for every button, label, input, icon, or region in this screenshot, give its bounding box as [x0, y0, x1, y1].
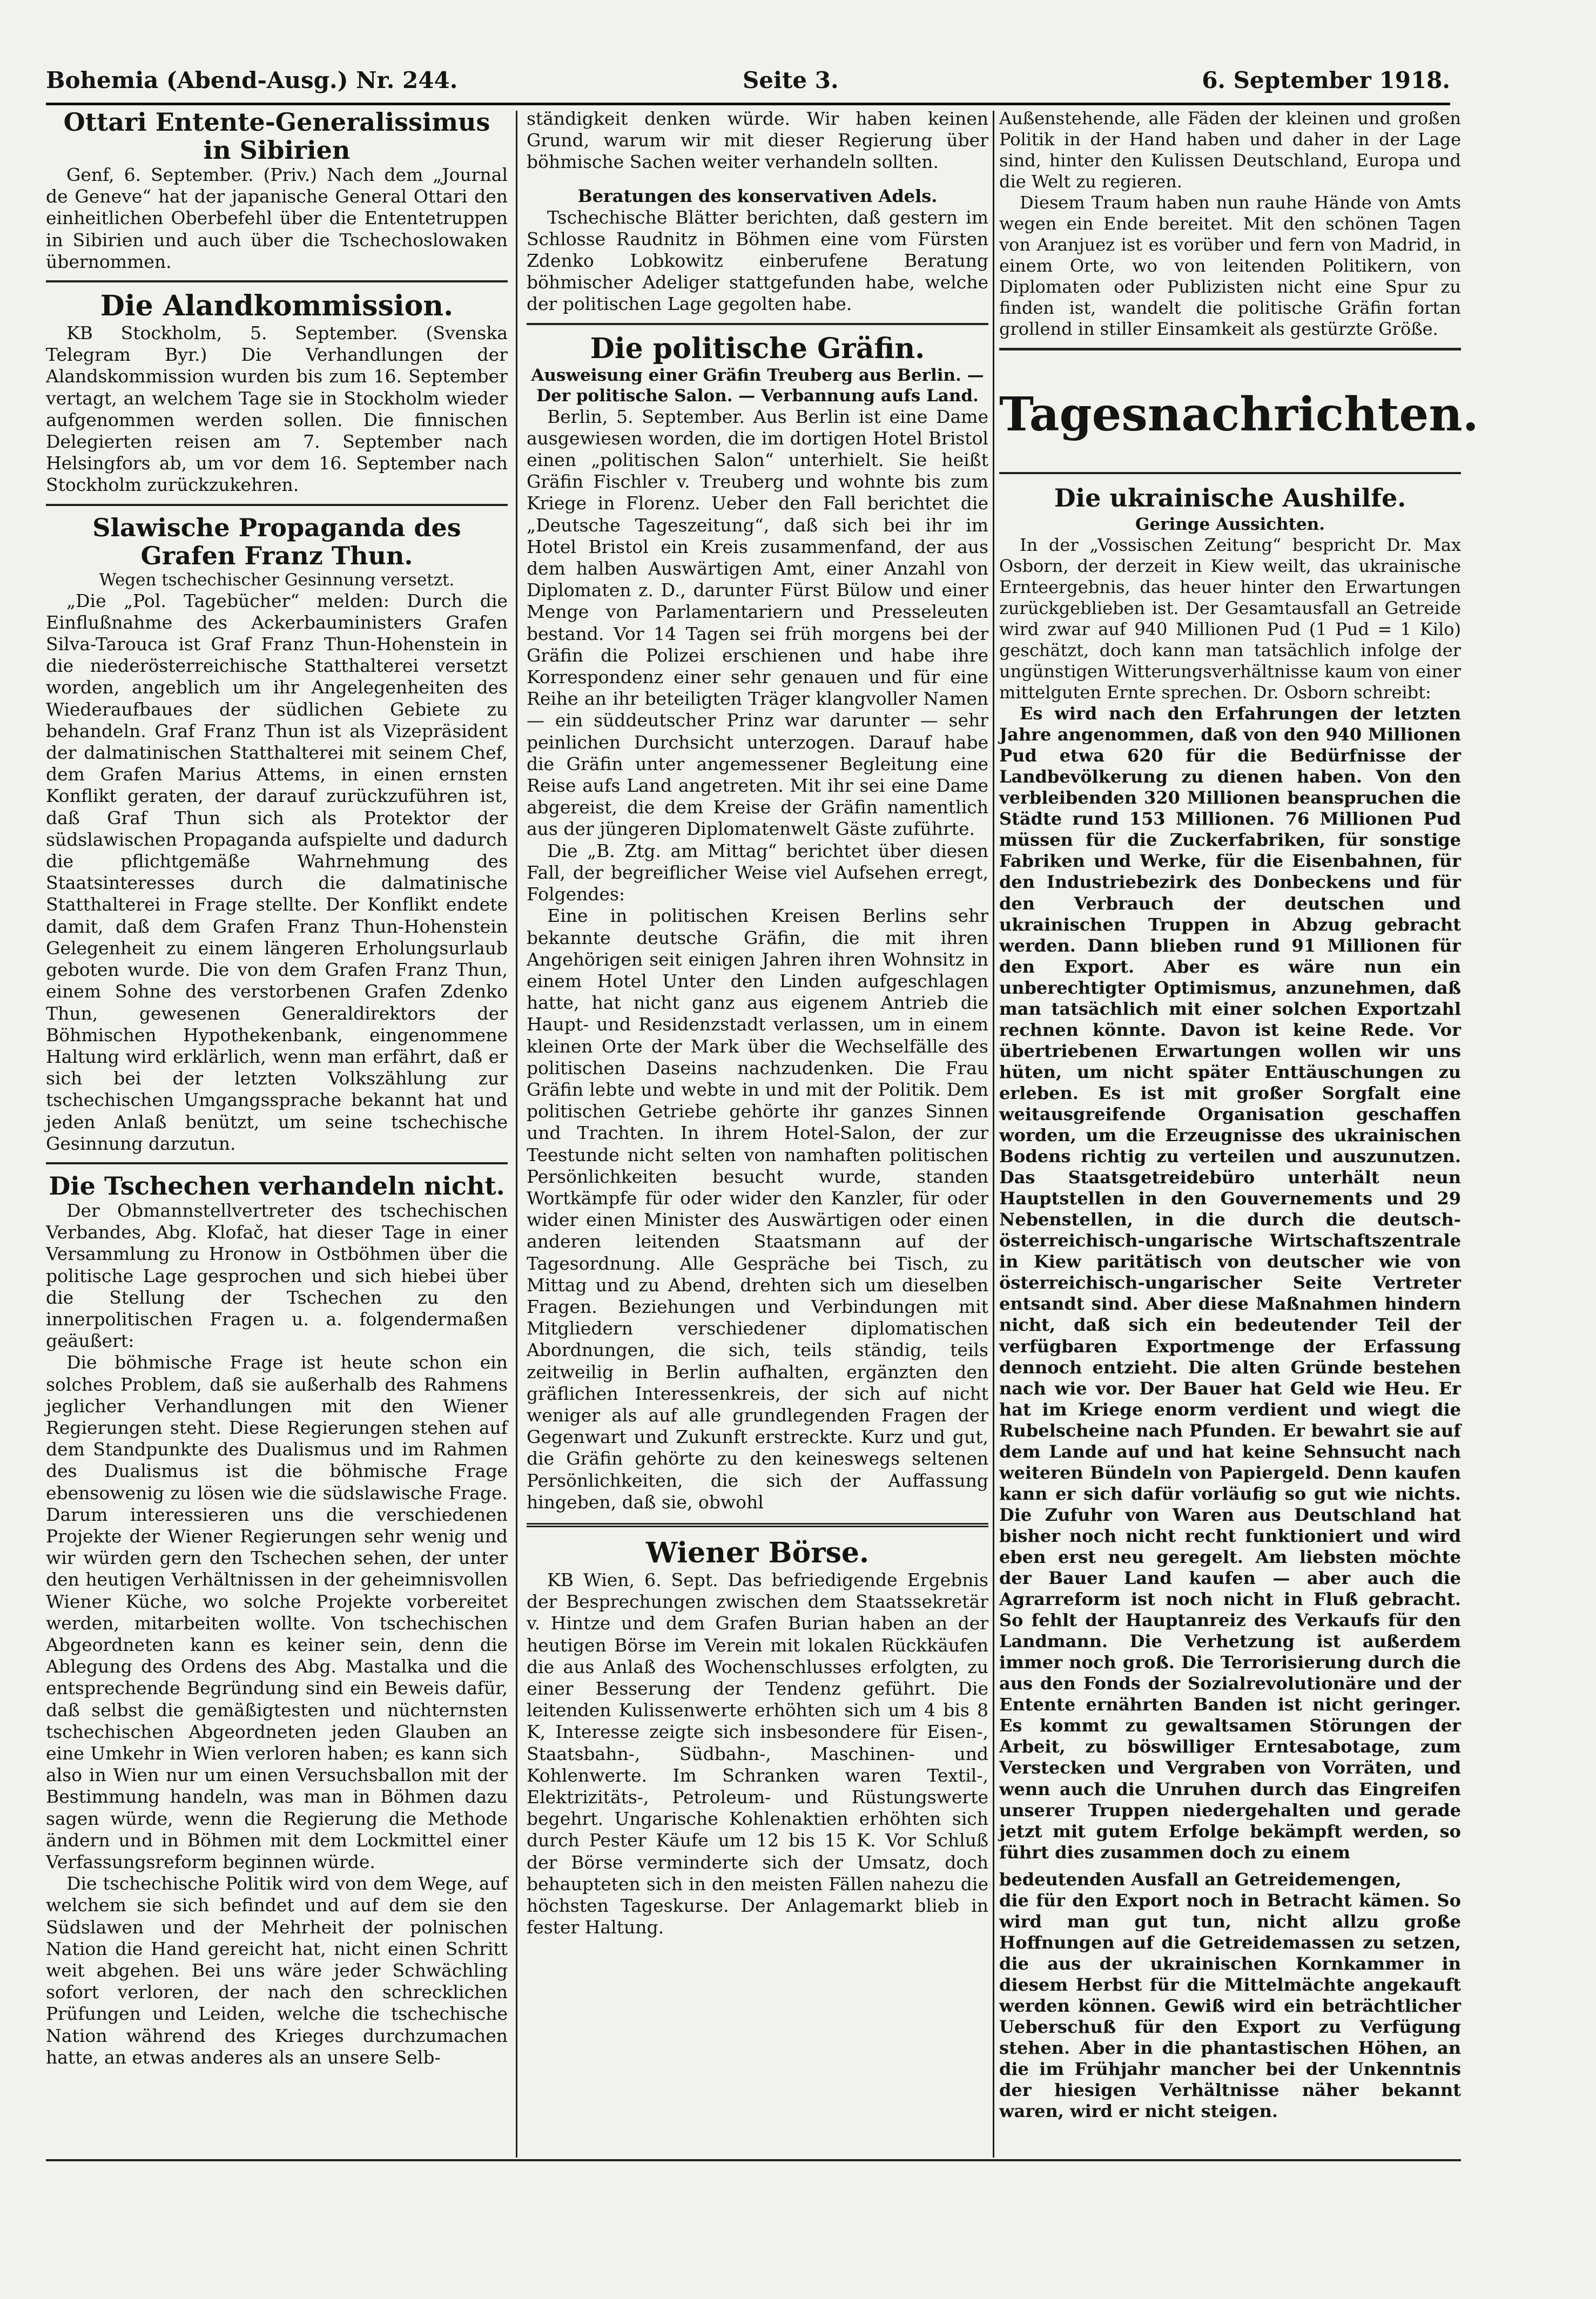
- article-title-ottari: Ottari Entente-Generalissimus in Sibirien: [63, 107, 490, 165]
- article-title-aland: Die Alandkommission.: [100, 289, 454, 323]
- article-body-ottari: Genf, 6. September. (Priv.) Nach dem „Journal de Geneve“ hat der japanische General Ottari den einheitlichen Oberbefehl über die Ententetruppen in Sibirien und auch über die Tschechoslowaken übernommen.: [46, 164, 508, 272]
- article-body-ukraine-1: In der „Vossischen Zeitung“ bespricht Dr. Max Osborn, der derzeit in Kiew weilt, das ukrainische Ernteergebnis, das heuer hinter den Erwartungen zurückgeblieben ist. Der Gesamtausfall an Getreide wird zwar auf 940 Millionen Pud (1 Pud = 1 Kilo) geschätzt, doch kann man tatsächlich infolge der ungünstigen Witterungsverhältnisse kaum von einer mittelguten Ernte sprechen. Dr. Osborn schreibt:: [999, 534, 1461, 703]
- article-title-graefin: Die politische Gräfin.: [590, 332, 925, 365]
- article-body-graefin-3: Eine in politischen Kreisen Berlins sehr bekannte deutsche Gräfin, die mit ihren Angehörigen seit einigen Jahren ihren Wohnsitz in einem Hotel Unter den Linden aufgeschlagen hatte, hat nicht ganz aus eigenem Antrieb die Haupt- und Residenzstadt verlassen, um in einem kleinen Orte der Mark über die Wechselfälle des politischen Daseins nachzudenken. Die Frau Gräfin lebte und webte in und mit der Politik. Dem politischen Getriebe gehörte ihr ganzes Sinnen und Trachten. In ihrem Hotel-Salon, der zur Teestunde nicht selten von namhaften politischen Persönlichkeiten besucht wurde, standen Wortkämpfe für oder wider den Kanzler, für oder wider einen Minister des Auswärtigen oder einen anderen leitenden Staatsmann auf der Tagesordnung. Alle Gespräche bei Tisch, zu Mittag und zu Abend, drehten sich um dieselben Fragen. Beziehungen und Verbindungen mit Mitgliedern verschiedener diplomatischen Abordnungen, die sich, teils ständig, teils zeitweilig in Berlin aufhalten, ergänzten den gräflichen Interessenkreis, der sich auf nicht weniger als auf alle grundlegenden Fragen der Gegenwart und Zukunft erstreckte. Kurz und gut, die Gräfin gehörte zu den keineswegs seltenen Persönlichkeiten, die sich der Auffassung hingeben, daß sie, obwohl: [527, 905, 988, 1513]
- article-body-thun: „Die „Pol. Tagebücher“ melden: Durch die Einflußnahme des Ackerbauministers Grafen Silva-Tarouca ist Graf Franz Thun-Hohenstein in die niederösterreichische Statthalterei versetzt worden, angeblich um ihr Angelegenheiten des Wiederaufbaues der südlichen Gebiete zu behandeln. Graf Franz Thun ist als Vizepräsident der dalmatinischen Statthalterei mit seinem Chef, dem Grafen Marius Attems, in einen ernsten Konflikt geraten, der darauf zurückzuführen ist, daß Graf Thun sich als Protektor der südslawischen Propaganda aufspielte und dadurch die pflichtgemäße Wahrnehmung des Staatsinteresses durch die dalmatinische Statthalterei in Frage stellte. Der Konflikt endete damit, daß dem Grafen Franz Thun-Hohenstein Gelegenheit zu einem längeren Erholungsurlaub geboten wurde. Die von dem Grafen Franz Thun, einem Sohne des verstorbenen Grafen Zdenko Thun, gewesenen Generaldirektors der Böhmischen Hypothekenbank, eingenommene Haltung wird erklärlich, wenn man erfährt, daß er sich bei der letzten Volkszählung zur tschechischen Umgangssprache bekannt hat und jeden Anlaß benützt, um seine tschechische Gesinnung darzutun.: [46, 590, 508, 1154]
- bottom-rule: [46, 2159, 1461, 2161]
- header-page-number: Seite 3.: [743, 67, 839, 93]
- column-1: [46, 108, 508, 2068]
- divider: [46, 1162, 508, 1164]
- divider: [46, 280, 508, 282]
- divider: [527, 323, 988, 325]
- article-subhead-ukraine: bedeutenden Ausfall an Getreidemengen,: [999, 1869, 1402, 1890]
- article-subtitle-graefin: Ausweisung einer Gräfin Treuberg aus Berlin. — Der politische Salon. — Verbannung aufs Land.: [531, 365, 984, 406]
- article-body-ukraine-3: die für den Export noch in Betracht kämen. So wird man gut tun, nicht allzu große Hoffnungen auf die Getreidemassen zu setzen, die aus der ukrainischen Kornkammer in diesem Herbst für die Mittelmächte angekauft werden können. Gewiß wird ein beträchtlicher Ueberschuß für den Export zu Verfügung stehen. Aber in die phantastischen Höhen, an die im Frühjahr mancher bei der Unkenntnis der hiesigen Verhältnisse näher bekannt waren, wird er nicht steigen.: [999, 1890, 1461, 2122]
- article-body-boerse: KB Wien, 6. Sept. Das befriedigende Ergebnis der Besprechungen zwischen dem Staatssekretär v. Hintze und dem Grafen Burian haben an der heutigen Börse im Verein mit lokalen Rückkäufen die aus Anlaß des Wochenschlusses erfolgten, zu einer Besserung der Tendenz geführt. Die leitenden Kulissenwerte erhöhten sich um 4 bis 8 K, Interesse zeigte sich insbesondere für Eisen-, Staatsbahn-, Südbahn-, Maschinen- und Kohlenwerte. Im Schranken waren Textil-, Elektrizitäts-, Petroleum- und Rüstungswerte begehrt. Ungarische Kohlenaktien erhöhten sich durch Pester Käufe um 12 bis 15 K. Vor Schluß der Börse verminderte sich der Umsatz, doch behaupteten sich in den meisten Fällen nahezu die höchsten Tageskurse. Der Anlagemarkt blieb in fester Haltung.: [527, 1569, 988, 1938]
- column-3: [999, 108, 1479, 2122]
- column-2: [527, 108, 988, 1938]
- article-subtitle-ukraine: Geringe Aussichten.: [1135, 514, 1325, 534]
- page-header: [46, 64, 1450, 105]
- article-title-ukraine: Die ukrainische Aushilfe.: [1054, 483, 1406, 513]
- article-title-tschechen: Die Tschechen verhandeln nicht.: [49, 1171, 505, 1201]
- article-title-thun: Slawische Propaganda des Grafen Franz Thun.: [92, 513, 461, 570]
- double-divider: [527, 1523, 988, 1527]
- divider: [46, 504, 508, 506]
- article-body-graefin-1: Berlin, 5. September. Aus Berlin ist eine Dame ausgewiesen worden, die im dortigen Hotel Bristol einen „politischen Salon“ unterhielt. Sie heißt Gräfin Fischler v. Treuberg und wohnte bis zum Kriege in Florenz. Ueber den Fall berichtet die „Deutsche Tageszeitung“, daß sich bei ihr im Hotel Bristol ein Kreis zusammenfand, der aus dem halben Auswärtigen Amt, einer Anzahl von Diplomaten z. D., darunter Fürst Bülow und einer Menge von Parlamentariern und Presseleuten bestand. Vor 14 Tagen sei früh morgens bei der Gräfin die Polizei erschienen und habe ihre Korrespondenz einer sehr genauen und für eine Reihe an ihr beteiligten Träger klangvoller Namen — ein süddeutscher Prinz war darunter — sehr peinlichen Durchsicht unterzogen. Darauf habe die Gräfin unter angemessener Begleitung eine Reise aufs Land angetreten. Mit ihr sei eine Dame abgereist, die dem Kreise der Gräfin namentlich aus der jüngeren Diplomatenwelt Gäste zuführte.: [527, 406, 988, 840]
- divider: [999, 472, 1461, 474]
- article-subtitle-thun: Wegen tschechischer Gesinnung versetzt.: [99, 570, 455, 590]
- article-body-graefin-cont-2: Diesem Traum haben nun rauhe Hände von Amts wegen ein Ende bereitet. Mit den schönen Tagen von Aranjuez ist es vorüber und fern von Madrid, in einem Orte, wo von leitenden Politikern, von Diplomaten oder Publizisten nicht eine Spur zu finden ist, wandelt die politische Gräfin fortan grollend in stiller Einsamkeit als gestürzte Größe.: [999, 192, 1461, 340]
- article-body-aland: KB Stockholm, 5. September. (Svenska Telegram Byr.) Die Verhandlungen der Alandskommission wurden bis zum 16. September vertagt, an welchem Tage sie in Stockholm wieder aufgenommen werden sollen. Die finnischen Delegierten reisen am 7. September nach Helsingfors ab, um vor dem 16. September nach Stockholm zurückzukehren.: [46, 322, 508, 496]
- header-date: 6. September 1918.: [1202, 67, 1450, 93]
- column-rule-1: [516, 111, 517, 2158]
- article-title-boerse: Wiener Börse.: [645, 1536, 870, 1569]
- section-title-tagesnachrichten: Tagesnachrichten.: [999, 387, 1479, 442]
- article-body-tschechen-3: Die tschechische Politik wird von dem Wege, auf welchem sie sich befindet und auf dem sie den Südslawen und der Mehrheit der polnischen Nation die Hand gereicht hat, nicht einen Schritt weit abgehen. Bei uns wäre jeder Schwächling sofort verloren, der nach den schrecklichen Prüfungen und Leiden, welche die tschechische Nation während des Krieges durchzumachen hatte, an etwas anderes als an unsere Selb-: [46, 1873, 508, 2068]
- article-body-ukraine-2: Es wird nach den Erfahrungen der letzten Jahre angenommen, daß von den 940 Millionen Pud etwa 620 für die Bedürfnisse der Landbevölkerung zu dienen haben. Von den verbleibenden 320 Millionen beanspruchen die Städte rund 153 Millionen. 76 Millionen Pud müssen für die Zuckerfabriken, für sonstige Fabriken und Werke, für die Eisenbahnen, für den Industriebezirk des Donbeckens und für den Verbrauch der deutschen und ukrainischen Truppen in Abzug gebracht werden. Dann blieben rund 91 Millionen für den Export. Aber es wäre nun ein unberechtigter Optimismus, anzunehmen, daß man tatsächlich mit einer solchen Exportzahl rechnen könnte. Davon ist keine Rede. Vor übertriebenen Erwartungen wollen wir uns hüten, um nicht später Enttäuschungen zu erleben. Es ist mit großer Sorgfalt eine weitausgreifende Organisation geschaffen worden, um die Erzeugnisse des ukrainischen Bodens richtig zu verteilen und auszunutzen. Das Staatsgetreidebüro unterhält neun Hauptstellen in den Gouvernements und 29 Nebenstellen, in die durch die deutsch-österreichisch-ungarische Wirtschaftszentrale in Kiew paritätisch von deutscher wie von österreichisch-ungarischer Seite Vertreter entsandt sind. Aber diese Maßnahmen hindern nicht, daß sich ein bedeutender Teil der verfügbaren Exportmenge der Erfassung dennoch entzieht. Die alten Gründe bestehen nach wie vor. Der Bauer hat Geld wie Heu. Er hat im Kriege enorm verdient und wiegt die Rubelscheine nach Pfunden. Er bewahrt sie auf dem Lande auf und hat keine Sehnsucht nach weiteren Bündeln von Papiergeld. Denn kaufen kann er sich dafür vorläufig so gut wie nichts. Die Zufuhr von Waren aus Deutschland hat bisher noch nicht recht funktioniert und wird eben erst neu geregelt. Am liebsten möchte der Bauer Land kaufen — aber auch die Agrarreform ist noch nicht in Fluß gebracht. So fehlt der Hauptanreiz des Verkaufs für den Landmann. Die Verhetzung ist außerdem immer noch groß. Die Terrorisierung durch die aus den Fonds der Sozialrevolutionäre und der Entente ernährten Banden ist nicht geringer. Es kommt zu gewaltsamen Störungen der Arbeit, zu böswilliger Erntesabotage, zum Verstecken und Vergraben von Vorräten, und wenn auch die Unruhen durch das Eingreifen unserer Truppen niedergehalten und gerade jetzt mit gutem Erfolge bekämpft werden, so führt dies zusammen doch zu einem: [999, 703, 1461, 1863]
- article-body-graefin-2: Die „B. Ztg. am Mittag“ berichtet über diesen Fall, der begreiflicher Weise viel Aufsehen erregt, Folgendes:: [527, 840, 988, 905]
- article-title-adel: Beratungen des konservativen Adels.: [577, 185, 938, 206]
- article-body-tschechen-cont: ständigkeit denken würde. Wir haben keinen Grund, warum wir mit dieser Regierung über böhmische Sachen weiter verhandeln sollten.: [527, 108, 988, 173]
- header-masthead: Bohemia (Abend-Ausg.) Nr. 244.: [46, 67, 458, 93]
- article-body-graefin-cont: Außenstehende, alle Fäden der kleinen und großen Politik in der Hand haben und daher in der Lage sind, hinter den Kulissen Deutschland, Europa und die Welt zu regieren.: [999, 108, 1461, 192]
- article-body-tschechen-2: Die böhmische Frage ist heute schon ein solches Problem, daß sie außerhalb des Rahmens jeglicher Verhandlungen mit den Wiener Regierungen steht. Diese Regierungen stehen auf dem Standpunkte des Dualismus und im Rahmen des Dualismus ist die böhmische Frage ebensowenig zu lösen wie die südslawische Frage. Darum interessieren uns die verschiedenen Projekte der Wiener Regierungen sehr wenig und wir würden gern den Tschechen sehen, der unter den heutigen Verhältnissen in der geheimnisvollen Wiener Küche, wo solche Projekte vorbereitet werden, mitarbeiten wollte. Von tschechischen Abgeordneten kann es keiner sein, denn die Ablegung des Ordens des Abg. Mastalka und die entsprechende Begründung sind ein Beweis dafür, daß selbst die gemäßigtesten und nüchternsten tschechischen Abgeordneten jeden Glauben an eine Umkehr in Wien verloren haben; es kann sich also in Wien nur um einen Versuchsballon mit der Bestimmung handeln, was man in Böhmen dazu sagen würde, wenn die Regierung die Methode ändern und in Böhmen mit dem Lockmittel einer Verfassungsreform beginnen würde.: [46, 1352, 508, 1873]
- column-rule-2: [993, 111, 994, 2158]
- article-body-adel: Tschechische Blätter berichten, daß gestern im Schlosse Raudnitz in Böhmen eine vom Fürsten Zdenko Lobkowitz einberufene Beratung böhmischer Adeliger stattgefunden habe, welche der politischen Lage gegolten habe.: [527, 206, 988, 315]
- article-body-tschechen-1: Der Obmannstellvertreter des tschechischen Verbandes, Abg. Klofač, hat dieser Tage in einer Versammlung zu Hronow in Ostböhmen über die politische Lage gesprochen und sich hiebei über die Stellung der Tschechen zu den innerpolitischen Fragen u. a. folgendermaßen geäußert:: [46, 1199, 508, 1352]
